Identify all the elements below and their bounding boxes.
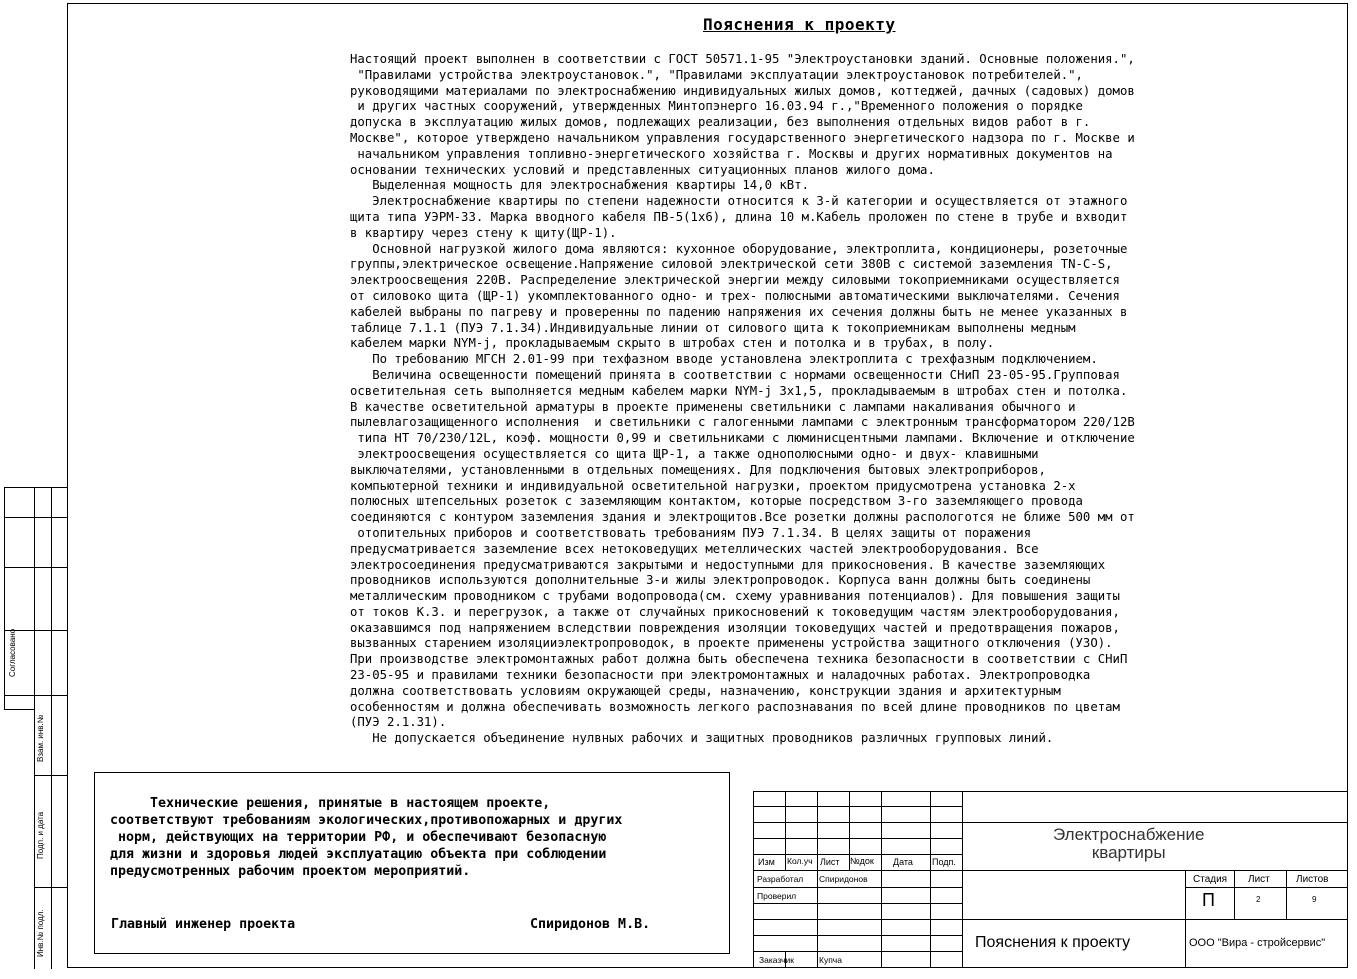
text-line: начальником управления топливно-энергетического хозяйства г. Москвы и других нормативных документов на [350,146,1113,161]
column-header: Дата [893,857,913,867]
column-header: Кол.уч [787,856,813,866]
column-header: №док [850,856,874,866]
text-line: пылевлагозащищенного исполнения и светильники с галогенными лампами с электронным трансформатором 220/12В [350,415,1135,430]
text-line: Выделенная мощность для электроснабжения квартиры 14,0 кВт. [350,178,810,193]
text-line: компьютерной техники и индивидуальной осветительной нагрузки, проектом придусмотрена установка 2-х [350,478,1076,493]
binding-strip [4,487,68,969]
text-line: предусматривается заземление всех нетоковедущих метеллических частей электрооборудования. Все [350,541,1039,556]
text-line: группы,электрическое освещение.Напряжение силовой электрической сети 380В с системой заземления TN-C-S, [350,257,1113,272]
chief-engineer-name: Спиридонов М.В. [530,917,651,932]
compliance-note-text: Технические решения, принятые в настоящем проекте, соответствуют требованиям экологических,противопожарных и других норм, действующих на территории РФ, и обеспечивают безопасную для жизни и здоровья людей эксплуатацию объекта при соблюдении предусмотренных рабочим проектом мероприятий. [110,796,623,879]
developer-name: Спиридонов [819,874,868,884]
text-line: осветительная сеть выполняется медным кабелем марки NYM-j 3х1,5, прокладываемым в штробах стен и потолка. [350,383,1128,398]
column-header: Подп. [932,857,956,867]
role-customer: Заказчик [759,955,794,965]
sheet-value: 2 [1256,895,1261,904]
text-line: выключателями, установленными в отдельных помещениях. Для подключения бытовых электроприборов, [350,462,1046,477]
text-line: 23-05-95 и правилами техники безопасности при электромонтажных и наладочных работах. Электропроводка [350,668,1091,683]
text-line: Основной нагрузкой жилого дома являются: кухонное оборудование, электроплита, кондиционеры, розеточные [350,241,1128,256]
text-line: таблице 7.1.1 (ПУЭ 7.1.34).Индивидуальные линии от силового щита к токоприемникам выполнены медным [350,320,1076,335]
text-line: отопительных приборов и соответствовать требованиям ПУЭ 7.1.34. В целях защиты от поражения [350,525,1032,540]
stage-value: П [1202,890,1215,910]
customer-name: Купча [819,955,842,965]
role-developer: Разработал [757,874,804,884]
page-title: Пояснения к проекту [703,15,896,34]
sheets-value: 9 [1312,895,1317,904]
text-line: кабелем марки NYM-j, прокладываемым скрыто в штробах стен и потолка и в трубах, в полу. [350,336,995,351]
sheet-label: Лист [1248,874,1270,885]
text-line: соединяются с контуром заземления здания и электрощитов.Все розетки должны распологотся не ближе 500 мм от [350,510,1135,525]
replacement-inv-label: Взам. инв.№ [36,714,45,762]
text-line: электроосвещения осуществляется со щита ЩР-1, а также однополюсными одно- и двух- клавишными [350,446,1039,461]
text-line: Не допускается объединение нулвных рабочих и защитных проводников различных групповых линий. [350,731,1054,746]
text-line: металлическим проводником с трубами водопровода(см. схему уравнивания потенциалов). Для повышения защиты [350,589,1120,604]
text-line: основании технических условий и представленных ситуационных планов жилого дома. [350,162,935,177]
text-line: в квартиру через стену к щиту(ЩР-1). [350,225,617,240]
text-line: от токов К.З. и перегрузок, а также от случайных прикосновений к токоведущим частям электрооборудования, [350,604,1120,619]
text-line: допуска в эксплуатацию жилых домов, подлежащих реализации, без выполнения отдельных видов работ в г. [350,115,1091,130]
chief-engineer-label: Главный инженер проекта [111,917,296,932]
column-header: Лист [820,857,840,867]
text-line: электроосвещения 220В. Распределение электрической энергии между силовыми токоприемниками осуществляется [350,273,1120,288]
text-line: (ПУЭ 2.1.31). [350,715,447,730]
text-line: "Правилами устройства электроустановок.", "Правилами эксплуатации электроустановок потребителей.", [350,67,1083,82]
text-line: Величина освещенности помещений принята в соответствии с нормами освещенности СНиП 23-05-95.Групповая [350,367,1120,382]
role-checker: Проверил [757,891,797,901]
agreed-label: Согласовано [8,628,17,677]
text-line: оказавшимся под напряжением вследствии повреждения изоляции токоведущих частей и предотвращения пожаров, [350,620,1120,635]
text-line: и других частных сооружений, утвержденных Минтопэнерго 16.03.94 г.,"Временного положения о порядке [350,99,1083,114]
title-block [753,791,1348,968]
column-header: Изм [758,857,775,867]
text-line: Москве", которое утверждено начальником управления государственного энергетического надзора по г. Москве и [350,130,1135,145]
text-line: проводников используются дополнительные 3-и жилы электропроводок. Корпуса ванн должны быть соединены [350,573,1091,588]
text-line: типа HT 70/230/12L, коэф. мощности 0,99 и светильниками с люминисцентными лампами. Включение и отключение [350,431,1135,446]
text-line: электросоединения предусматриваются закрытыми и недоступными для прикосновения. В качестве заземляющих [350,557,1106,572]
text-line: от силовоко щита (ЩР-1) укомплектованного одно- и трех- полюсными автоматическими выключателями. Сечения [350,288,1120,303]
explanatory-text [350,52,1330,747]
text-line: Настоящий проект выполнен в соответствии с ГОСТ 50571.1-95 "Электроустановки зданий. Основные положения.", [350,52,1135,66]
stage-label: Стадия [1193,874,1228,885]
text-line: должна соответствовать условиям окружающей среды, назначению, конструкции здания и архитектурным [350,683,1061,698]
signature-date-label: Подп. и дата [36,811,45,859]
original-inv-label: Инв.№ подл. [36,909,45,957]
project-title: Электроснабжение квартиры [1053,825,1205,862]
text-line: Электроснабжение квартиры по степени надежности относится к 3-й категории и осуществляется от этажного [350,194,1128,209]
text-line: По требованию МГСН 2.01-99 при техфазном вводе установлена электроплита с трехфазным подключением. [350,352,1098,367]
document-title: Пояснения к проекту [975,934,1131,951]
text-line: щита типа УЭРМ-33. Марка вводного кабеля ПВ-5(1х6), длина 10 м.Кабель проложен по стене в трубе и вхводит [350,209,1128,224]
text-line: При производстве электромонтажных работ должна быть обеспечена техника безопасности в соответствии с СНиП [350,652,1128,667]
company-name: ООО "Вира - стройсервис" [1189,937,1326,949]
text-line: вызванных старением изоляцииэлектропроводок, в проекте применены устройства защитного отключения (УЗО). [350,636,1113,651]
text-line: полюсных штепсельных розеток с заземляющим контактом, которые посредством 3-го заземляющего провода [350,494,1083,509]
text-line: кабелей выбраны по пагреву и проверенны по падению напряжения их сечения должны быть не менее указанных в [350,304,1128,319]
text-line: руководящими материалами по электроснабжению индивидуальных жилых домов, коттеджей, дачных (садовых) домов [350,83,1135,98]
sheets-label: Листов [1296,874,1329,885]
text-line: особенностям и должна обеспечивать возможность легкого распознавания по всей длине проводников по цветам [350,699,1120,714]
text-line: В качестве осветительной арматуры в проекте применены светильники с лампами накаливания обычного и [350,399,1076,414]
